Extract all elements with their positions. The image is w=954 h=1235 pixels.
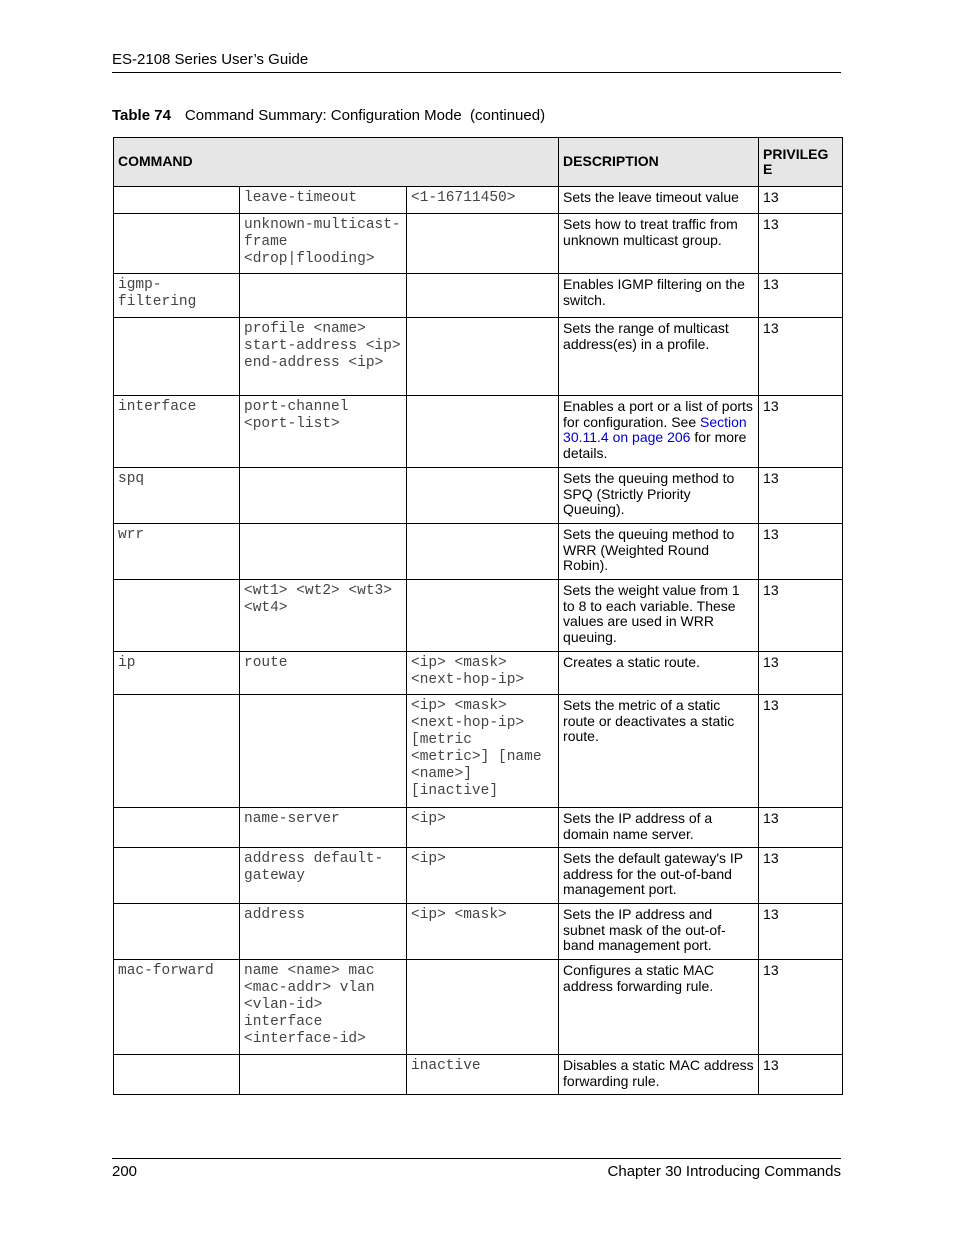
description-text: for more details. (563, 429, 747, 461)
cmd-col3: <ip> (407, 808, 559, 848)
table-row (114, 187, 843, 214)
privilege-cell: 13 (759, 187, 843, 214)
cmd-col1 (114, 187, 240, 214)
cmd-col2: <wt1> <wt2> <wt3> <wt4> (240, 580, 407, 652)
table-row (114, 214, 843, 274)
chapter-title: Chapter 30 Introducing Commands (607, 1163, 841, 1180)
cmd-col1 (114, 318, 240, 396)
table-row (114, 848, 843, 904)
table-row (114, 960, 843, 1055)
table-number: Table 74 (112, 107, 171, 124)
cmd-col1 (114, 580, 240, 652)
cmd-col2: route (240, 652, 407, 695)
cmd-col2: profile <name> start-address <ip> end-address <ip> (240, 318, 407, 396)
cmd-col2: port-channel <port-list> (240, 396, 407, 468)
table-row (114, 396, 843, 468)
description-cell: Sets the metric of a static route or deactivates a static route. (559, 695, 759, 808)
header-privilege: PRIVILEG E (759, 138, 843, 187)
table-caption (112, 107, 545, 124)
header-description: DESCRIPTION (559, 138, 759, 187)
cmd-col3 (407, 214, 559, 274)
description-cell: Sets the default gateway's IP address for the out-of-band management port. (559, 848, 759, 904)
description-cell (559, 396, 759, 468)
cmd-col2 (240, 468, 407, 524)
table-row (114, 652, 843, 695)
description-cell: Sets the IP address of a domain name server. (559, 808, 759, 848)
cmd-col3: <1-16711450> (407, 187, 559, 214)
cmd-col1: igmp-filtering (114, 274, 240, 318)
description-text: Enables a port or a list of ports for configuration. See (563, 398, 753, 430)
cmd-col1 (114, 848, 240, 904)
cmd-col1 (114, 1055, 240, 1095)
page-footer (112, 1158, 841, 1180)
privilege-cell: 13 (759, 468, 843, 524)
cmd-col1 (114, 695, 240, 808)
privilege-cell: 13 (759, 274, 843, 318)
cmd-col1: mac-forward (114, 960, 240, 1055)
cmd-col2: address (240, 904, 407, 960)
cmd-col3 (407, 396, 559, 468)
cmd-col3: <ip> <mask> <next-hop-ip> (407, 652, 559, 695)
privilege-cell: 13 (759, 904, 843, 960)
table-row (114, 904, 843, 960)
cmd-col3: inactive (407, 1055, 559, 1095)
privilege-cell: 13 (759, 695, 843, 808)
cmd-col2: name-server (240, 808, 407, 848)
cmd-col2 (240, 1055, 407, 1095)
cmd-col3 (407, 274, 559, 318)
cmd-col1 (114, 808, 240, 848)
table-row (114, 318, 843, 396)
cmd-col2 (240, 695, 407, 808)
cmd-col3: <ip> <mask> <next-hop-ip> [metric <metric>] [name <name>] [inactive] (407, 695, 559, 808)
table-row (114, 274, 843, 318)
table-row (114, 524, 843, 580)
privilege-cell: 13 (759, 848, 843, 904)
table-row (114, 808, 843, 848)
cmd-col3 (407, 960, 559, 1055)
description-cell: Sets the range of multicast address(es) in a profile. (559, 318, 759, 396)
description-cell: Configures a static MAC address forwarding rule. (559, 960, 759, 1055)
guide-title: ES-2108 Series User’s Guide (112, 51, 309, 68)
cmd-col1 (114, 904, 240, 960)
cmd-col1: ip (114, 652, 240, 695)
cmd-col2 (240, 274, 407, 318)
command-table (113, 137, 843, 1095)
table-header-row (114, 138, 843, 187)
table-row (114, 468, 843, 524)
privilege-cell: 13 (759, 396, 843, 468)
description-cell: Sets the IP address and subnet mask of the out-of-band management port. (559, 904, 759, 960)
description-cell: Disables a static MAC address forwarding rule. (559, 1055, 759, 1095)
description-cell: Sets how to treat traffic from unknown multicast group. (559, 214, 759, 274)
page-number: 200 (112, 1163, 138, 1180)
cmd-col3: <ip> <mask> (407, 904, 559, 960)
cmd-col1: wrr (114, 524, 240, 580)
description-cell: Sets the queuing method to WRR (Weighted Round Robin). (559, 524, 759, 580)
cmd-col1: interface (114, 396, 240, 468)
description-cell: Sets the queuing method to SPQ (Strictly Priority Queuing). (559, 468, 759, 524)
privilege-cell: 13 (759, 808, 843, 848)
table-row (114, 1055, 843, 1095)
description-cell: Sets the weight value from 1 to 8 to each variable. These values are used in WRR queuing. (559, 580, 759, 652)
section-link[interactable]: Section 30.11.4 on page 206 (563, 413, 747, 445)
privilege-cell: 13 (759, 318, 843, 396)
privilege-cell: 13 (759, 214, 843, 274)
privilege-cell: 13 (759, 960, 843, 1055)
cmd-col2: unknown-multicast-frame <drop|flooding> (240, 214, 407, 274)
privilege-cell: 13 (759, 652, 843, 695)
cmd-col3 (407, 318, 559, 396)
cmd-col1: spq (114, 468, 240, 524)
cmd-col2: leave-timeout (240, 187, 407, 214)
privilege-cell: 13 (759, 580, 843, 652)
description-cell: Creates a static route. (559, 652, 759, 695)
table-row (114, 695, 843, 808)
cmd-col2: name <name> mac <mac-addr> vlan <vlan-id> interface <interface-id> (240, 960, 407, 1055)
cmd-col2 (240, 524, 407, 580)
cmd-col2: address default-gateway (240, 848, 407, 904)
privilege-cell: 13 (759, 524, 843, 580)
table-row (114, 580, 843, 652)
privilege-cell: 13 (759, 1055, 843, 1095)
cmd-col3 (407, 468, 559, 524)
cmd-col3 (407, 580, 559, 652)
cmd-col1 (114, 214, 240, 274)
header-command: COMMAND (114, 138, 559, 187)
description-cell: Enables IGMP filtering on the switch. (559, 274, 759, 318)
cmd-col3: <ip> (407, 848, 559, 904)
table-title: Command Summary: Configuration Mode (continued) (184, 107, 546, 124)
cmd-col3 (407, 524, 559, 580)
page-header (112, 51, 841, 73)
description-cell: Sets the leave timeout value (559, 187, 759, 214)
